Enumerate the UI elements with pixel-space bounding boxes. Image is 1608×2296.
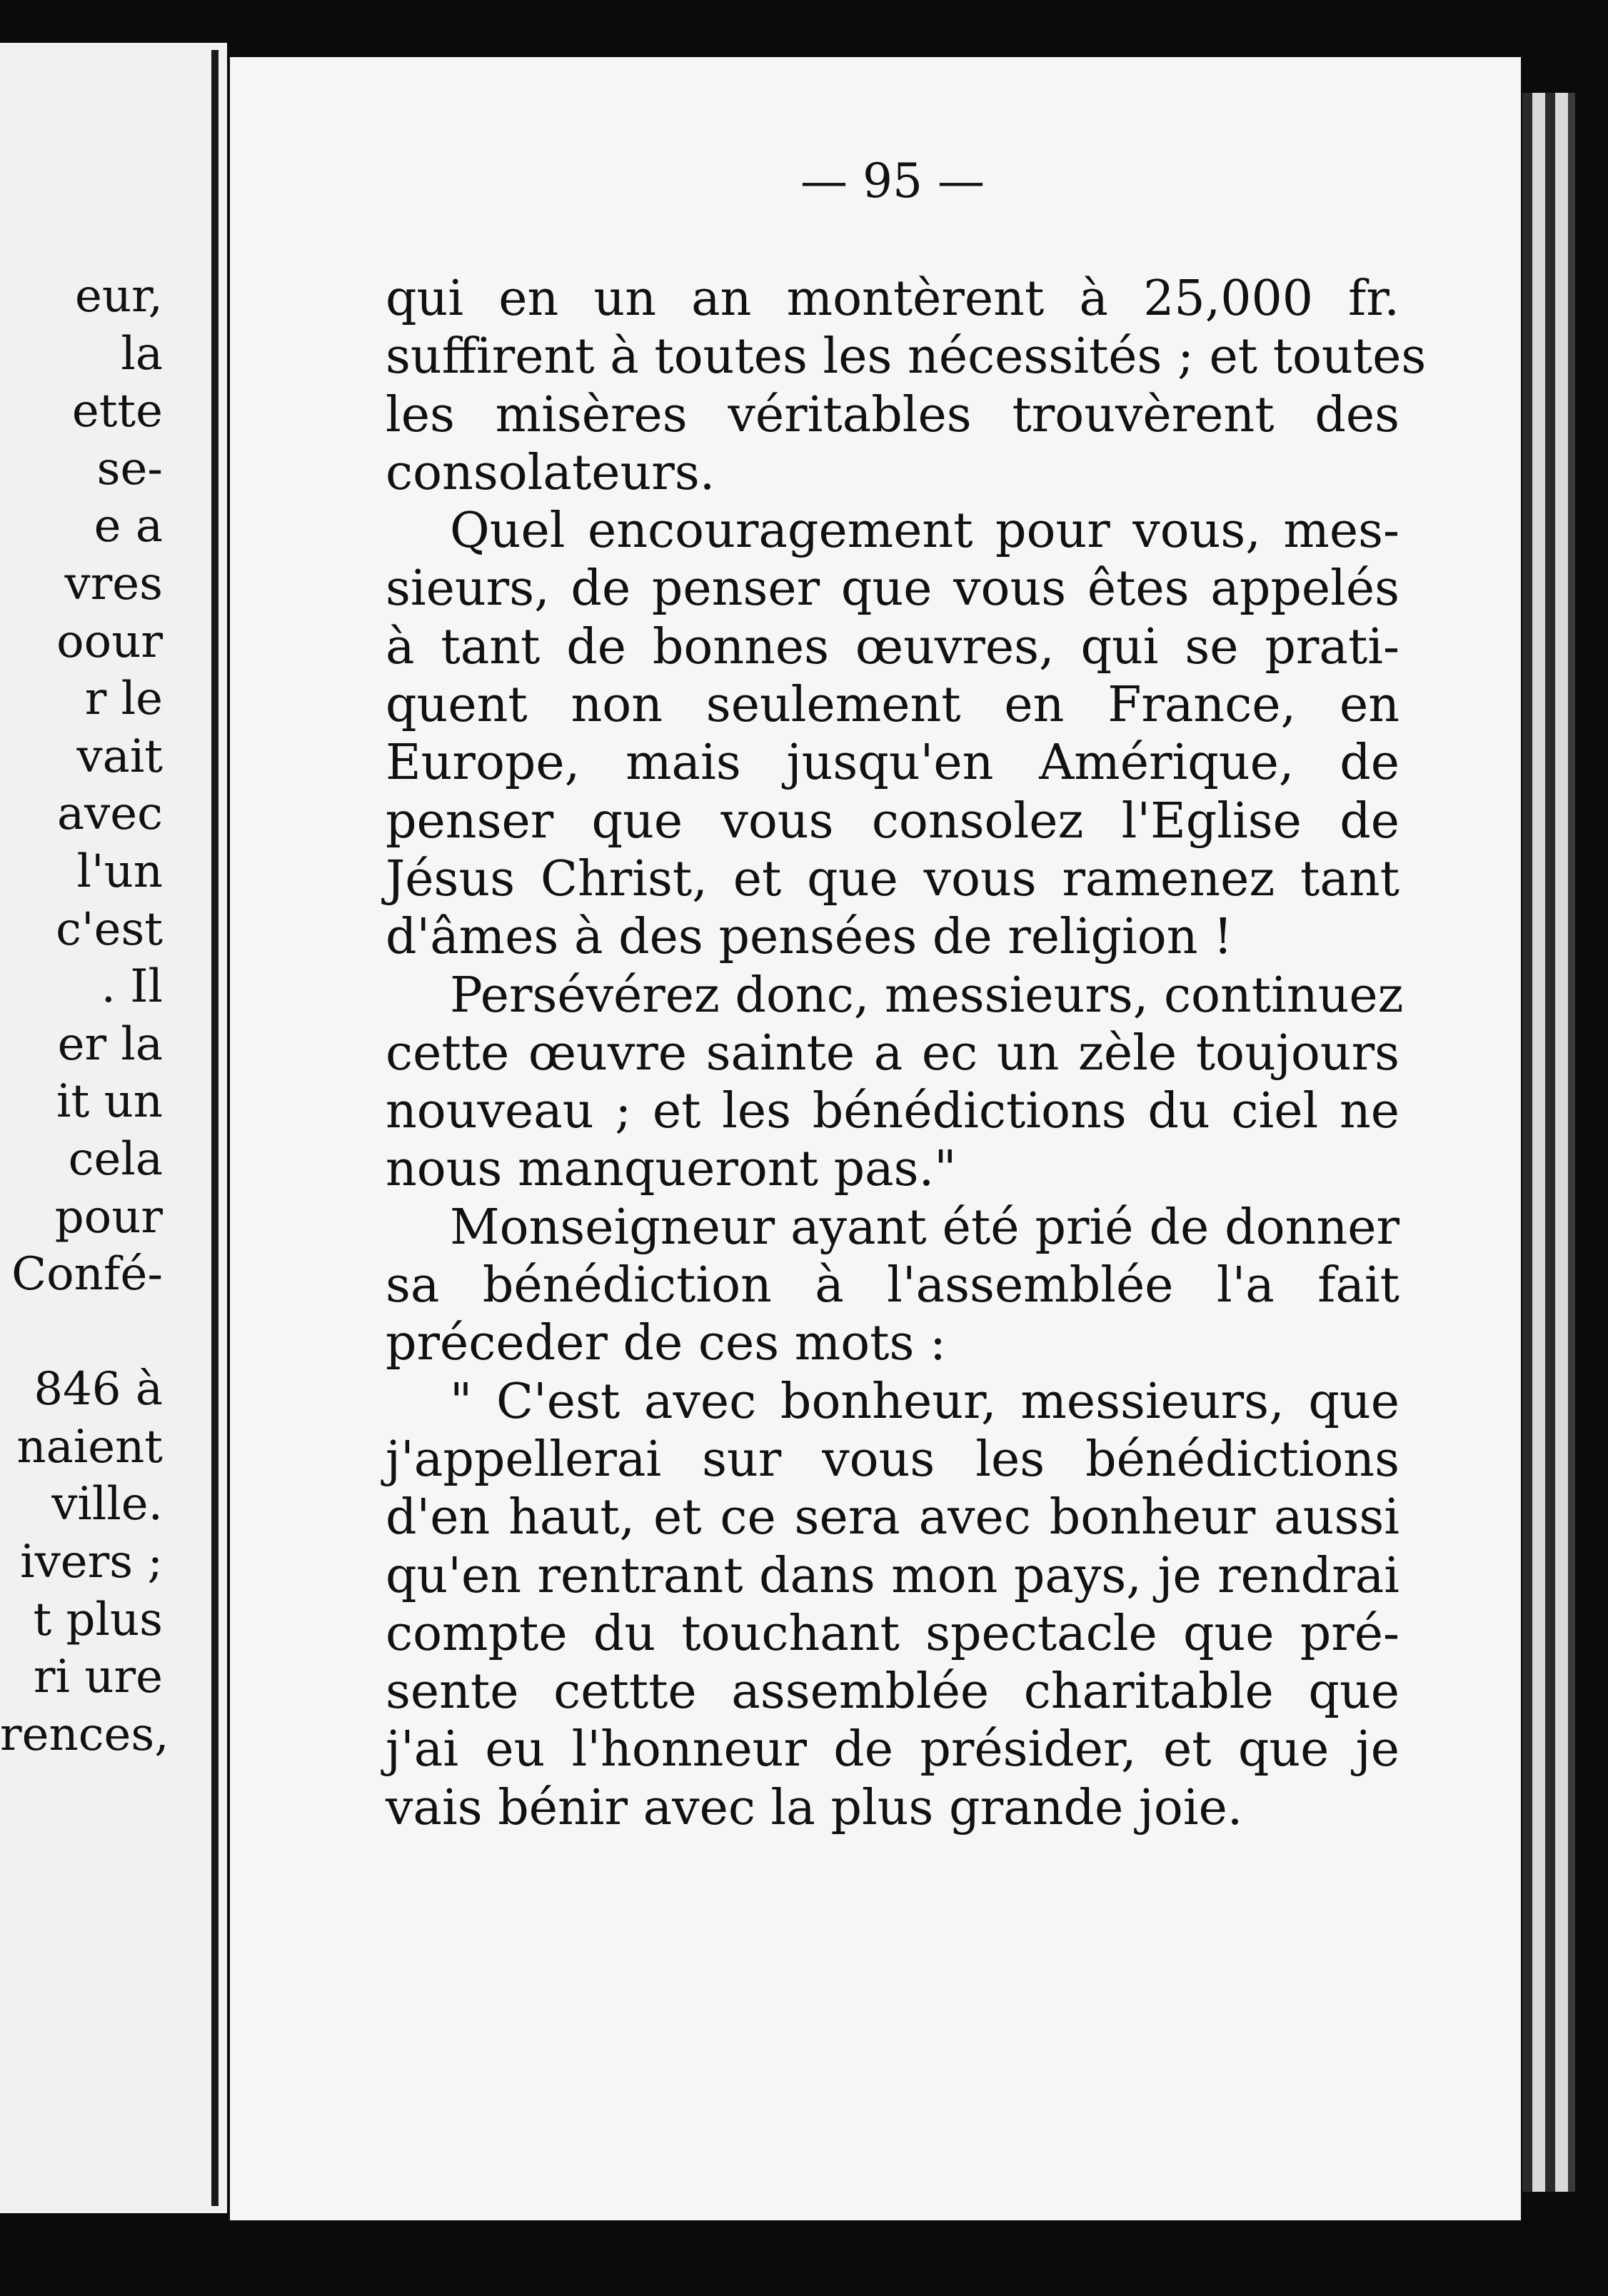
text-line: sente cettte assemblée charitable que [386,1663,1400,1721]
text-line: d'en haut, et ce sera avec bonheur aussi [386,1489,1400,1546]
text-line: qui en un an montèrent à 25,000 fr. [386,271,1400,327]
text-line: suffirent à toutes les nécessités ; et toutes [386,328,1427,386]
text-line: nous manqueront pas." [386,1141,957,1198]
text-line: Monseigneur ayant été prié de donner [450,1199,1400,1256]
left-page-line: pour [54,1190,163,1244]
left-page-text [0,268,169,1763]
left-page-line: ri ure [33,1651,163,1704]
left-page-line: . Il [101,960,163,1014]
text-line: préceder de ces mots : [386,1315,946,1372]
left-page-line: rences, [0,1708,169,1761]
left-page-line: avec [56,787,163,841]
left-page-line: cela [68,1132,163,1186]
left-page-line: t plus [33,1593,163,1646]
text-line: penser que vous consolez l'Eglise de [386,792,1400,850]
text-line: à tant de bonnes œuvres, qui se prati- [386,618,1400,675]
text-line: compte du touchant spectacle que pré- [386,1605,1400,1662]
body-text [386,270,1427,1837]
page-edge [1532,93,1545,2192]
book-gutter [211,50,218,2206]
text-line: cette œuvre sainte a ec un zèle toujours [386,1024,1400,1082]
left-page-line: se- [96,442,163,495]
left-page-line: ville. [51,1478,163,1531]
text-line: j'appellerai sur vous les bénédictions [386,1431,1400,1488]
left-page-line: ivers ; [20,1536,163,1589]
page-edge [1555,93,1568,2192]
page-edge [1522,93,1532,2192]
left-page-line: naient [16,1420,163,1474]
text-line: quent non seulement en France, en [386,677,1400,734]
left-page-line: er la [57,1017,163,1071]
left-page-line: l'un [76,845,163,898]
text-line: les misères véritables trouvèrent des [386,386,1400,443]
left-page-line: la [121,327,163,381]
left-page-line: r le [84,673,163,726]
left-page-line: vait [76,730,163,783]
text-line: nouveau ; et les bénédictions du ciel ne [386,1083,1400,1140]
text-line: Jésus Christ, et que vous ramenez tant [386,850,1400,907]
left-page-line: 846 à [34,1363,163,1416]
text-line: " C'est avec bonheur, messieurs, que [450,1373,1400,1430]
left-page-line: ette [71,385,163,438]
text-line: j'ai eu l'honneur de présider, et que je [386,1721,1400,1778]
page-number: — 95 — [800,153,985,208]
text-line: consolateurs. [386,444,715,501]
left-page-line: oour [56,615,163,668]
left-page-line: e a [94,500,163,553]
text-line: d'âmes à des pensées de religion ! [386,909,1233,966]
text-line: Quel encouragement pour vous, mes- [450,503,1400,560]
page-edge [1568,93,1575,2192]
text-line: sieurs, de penser que vous êtes appelés [386,560,1400,618]
left-page-line [0,1304,163,1361]
left-page-line: vres [64,557,163,610]
text-line: qu'en rentrant dans mon pays, je rendrai [386,1547,1400,1604]
text-line: sa bénédiction à l'assemblée l'a fait [386,1257,1400,1314]
left-page-line: c'est [56,902,163,956]
text-line: Persévérez donc, messieurs, continuez [450,967,1404,1024]
text-line: Europe, mais jusqu'en Amérique, de [386,735,1400,792]
text-line: vais bénir avec la plus grande joie. [386,1779,1243,1836]
page-edge [1545,93,1555,2192]
left-page-line: eur, [75,270,163,323]
left-page-line: it un [56,1075,163,1129]
left-page-line: Confé- [11,1248,163,1301]
